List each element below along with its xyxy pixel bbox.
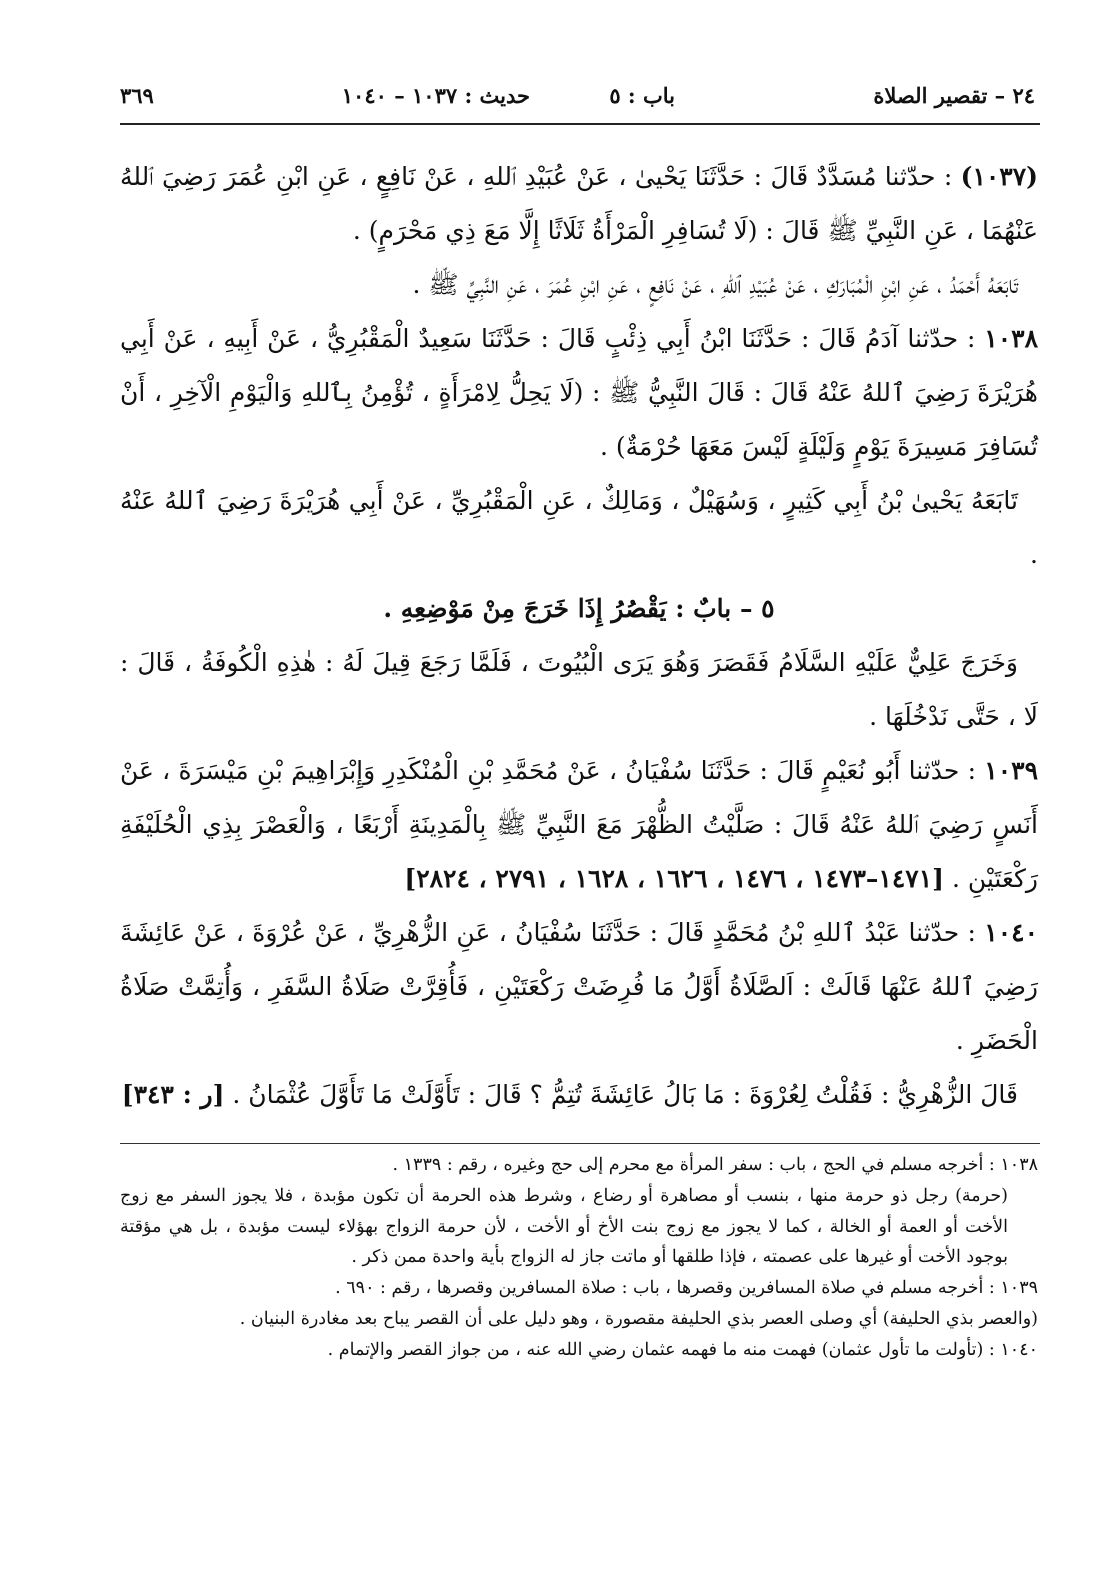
bab-heading: ٥ – بابٌ : يَقْصُرُ إِذَا خَرَجَ مِنْ مَوْضِعِهِ . [383, 594, 775, 623]
hadith-1037 [120, 150, 1038, 258]
footnotes [120, 1150, 1038, 1366]
hadith-text: : حدّثنا أَبُو نُعَيْمٍ قَالَ : حَدَّثَنَا سُفْيَانُ ، عَنْ مُحَمَّدِ بْنِ الْمُنْكَدِرِ وَإِبْرَاهِيمَ بْنِ مَيْسَرَةَ ، عَنْ أَنَسٍ رَضِيَ ٱللهُ عَنْهُ قَالَ : صَلَّيْتُ الظُّهْرَ مَعَ النَّبِيِّ ﷺ بِالْمَدِينَةِ أَرْبَعًا ، وَالْعَصْرَ بِذِي الْحُلَيْفَةِ رَكْعَتَيْنِ . [120, 756, 1038, 893]
header-divider [120, 123, 1040, 125]
page-number: ٣٦٩ [120, 83, 154, 108]
hadith-1038-follow: تَابَعَهُ يَحْيىٰ بْنُ أَبِي كَثِيرٍ ، وَسُهَيْلٌ ، وَمَالِكٌ ، عَنِ الْمَقْبُرِيِّ ، عَنْ أَبِي هُرَيْرَةَ رَضِيَ ٱللهُ عَنْهُ . [120, 486, 1038, 569]
cross-reference: [ر : ٣٤٣] [121, 1080, 225, 1109]
hadith-number: ١٠٤٠ [984, 918, 1039, 947]
hadith-1040-follow [120, 1068, 1038, 1122]
footnote-1040: ١٠٤٠ : (تأولت ما تأول عثمان) فهمت منه ما فهمه عثمان رضي الله عنه ، من جواز القصر والإتمام . [327, 1339, 1038, 1360]
footnote-1039-note: (والعصر بذي الحليفة) أي وصلى العصر بذي الحليفة مقصورة ، وهو دليل على أن القصر يباح بعد مغادرة البنيان . [239, 1308, 1038, 1329]
header-bab-number: باب : ٥ [609, 83, 675, 108]
footnote-1039: ١٠٣٩ : أخرجه مسلم في صلاة المسافرين وقصرها ، باب : صلاة المسافرين وقصرها ، رقم : ٦٩٠ . [335, 1278, 1038, 1299]
hadith-text: قَالَ الزُّهْرِيُّ : فَقُلْتُ لِعُرْوَةَ : مَا بَالُ عَائِشَةَ تُتِمُّ ؟ قَالَ : تَأَوَّلَتْ مَا تَأَوَّلَ عُثْمَانُ . [232, 1080, 1018, 1109]
header-chapter-title: ٢٤ – تقصير الصلاة [873, 83, 1035, 108]
ali-athar: وَخَرَجَ عَلِيٌّ عَلَيْهِ السَّلَامُ فَقَصَرَ وَهُوَ يَرَى الْبُيُوتَ ، فَلَمَّا رَجَعَ قِيلَ لَهُ : هٰذِهِ الْكُوفَةُ ، قَالَ : لَا ، حَتَّى نَدْخُلَهَا . [120, 648, 1038, 731]
hadith-number: ١٠٣٩ [984, 756, 1038, 785]
header-hadith-range: حديث : ١٠٣٧ – ١٠٤٠ [341, 83, 530, 108]
hadith-1037-follow: تَابَعَهُ أَحْمَدُ ، عَنِ ابْنِ الْمُبَارَكِ ، عَنْ عُبَيْدِ ٱللهِ ، عَنْ نَافِعٍ ، عَنِ ابْنِ عُمَرَ ، عَنِ النَّبِيِّ ﷺ . [412, 270, 1018, 299]
hadith-1038 [120, 312, 1038, 474]
hadith-number: (١٠٣٧) [960, 162, 1038, 191]
cross-references: [١٤٧١–١٤٧٣ ، ١٤٧٦ ، ١٦٢٦ ، ١٦٢٨ ، ٢٧٩١ ، ٢٨٢٤] [404, 864, 944, 893]
hadith-text: : حدّثنا آدَمُ قَالَ : حَدَّثَنَا ابْنُ أَبِي ذِئْبٍ قَالَ : حَدَّثَنَا سَعِيدٌ الْمَقْبُرِيُّ ، عَنْ أَبِيهِ ، عَنْ أَبِي هُرَيْرَةَ رَضِيَ ٱللهُ عَنْهُ قَالَ : قَالَ النَّبِيُّ ﷺ : (لَا يَحِلُّ لِامْرَأَةٍ ، تُؤْمِنُ بِٱللهِ وَالْيَوْمِ الْآخِرِ ، أَنْ تُسَافِرَ مَسِيرَةَ يَوْمٍ وَلَيْلَةٍ لَيْسَ مَعَهَا حُرْمَةٌ) . [120, 324, 1038, 461]
footnote-1038: ١٠٣٨ : أخرجه مسلم في الحج ، باب : سفر المرأة مع محرم إلى حج وغيره ، رقم : ١٣٣٩ . [392, 1155, 1038, 1175]
hadith-1039 [120, 744, 1038, 906]
hadith-1040 [120, 906, 1038, 1068]
hadith-number: ١٠٣٨ [984, 324, 1038, 353]
running-header [120, 78, 1035, 114]
hadith-text: : حدّثنا عَبْدُ ٱللهِ بْنُ مُحَمَّدٍ قَالَ : حَدَّثَنَا سُفْيَانُ ، عَنِ الزُّهْرِيِّ ، عَنْ عُرْوَةَ ، عَنْ عَائِشَةَ رَضِيَ ٱللهُ عَنْهَا قَالَتْ : اَلصَّلَاةُ أَوَّلُ مَا فُرِضَتْ رَكْعَتَيْنِ ، فَأُقِرَّتْ صَلَاةُ السَّفَرِ ، وَأُتِمَّتْ صَلَاةُ الْحَضَرِ . [120, 918, 1038, 1055]
footnote-1038-note: (حرمة) رجل ذو حرمة منها ، بنسب أو مصاهرة أو رضاع ، وشرط هذه الحرمة أن تكون مؤبدة ، فلا يجوز السفر مع زوج الأخت أو العمة أو الخالة ، كما لا يجوز مع زوج بنت الأخ أو الأخت ، لأن حرمة الزواج بهؤلاء ليست مؤبدة ، بل هي مؤقتة بوجود الأخت أو غيرها على عصمته ، فإذا طلقها أو ماتت جاز له الزواج بأية واحدة ممن ذكر . [120, 1185, 1008, 1268]
footnote-divider [120, 1143, 1040, 1144]
main-text [120, 150, 1038, 1122]
hadith-text: : حدّثنا مُسَدَّدٌ قَالَ : حَدَّثَنَا يَحْيىٰ ، عَنْ عُبَيْدِ ٱللهِ ، عَنْ نَافِعٍ ، عَنِ ابْنِ عُمَرَ رَضِيَ ٱللهُ عَنْهُمَا ، عَنِ النَّبِيِّ ﷺ قَالَ : (لَا تُسَافِرِ الْمَرْأَةُ ثَلَاثًا إِلَّا مَعَ ذِي مَحْرَمٍ) . [120, 162, 1038, 245]
